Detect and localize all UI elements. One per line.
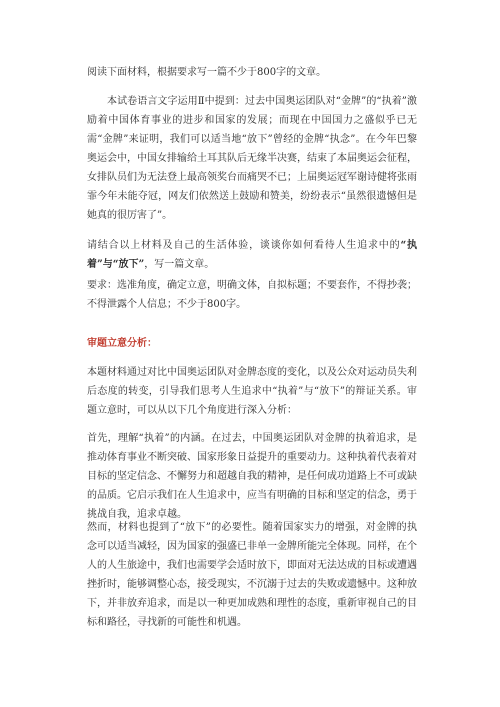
task-keywords: “执着”与“放下” <box>87 240 417 270</box>
task-paragraph <box>87 236 417 274</box>
requirements-paragraph: 要求：选准角度，确定立意，明确文体，自拟标题；不要套作，不得抄袭；不得泄露个人信息；不少于800字。 <box>87 280 417 310</box>
analysis-paragraph-2: 首先，理解“执着”的内涵。在过去，中国奥运团队对金牌的执着追求，是推动体育事业不断突破、国家形象日益提升的重要动力。这种执着代表着对目标的坚定信念、不懈努力和超越自我的精神，是任何成功道路上不可或缺的品质。它启示我们在人生追求中，应当有明确的目标和坚定的信念，勇于挑战自我，追求卓越。 <box>87 433 417 520</box>
intro-paragraph: 阅读下面材料，根据要求写一篇不少于800字的文章。 <box>87 67 327 78</box>
material-paragraph: 本试卷语言文字运用Ⅱ中提到：过去中国奥运团队对“金牌”的“执着”激励着中国体育事业的进步和国家的发展；而现在中国国力之盛似乎已无需“金牌”来证明，我们可以适当地“放下”曾经的金牌“执念”。在今年巴黎奥运会中，中国女排输给土耳其队后无缘半决赛，结束了本届奥运会征程，女排队员们为无法登上最高领奖台而痛哭不已；上届奥运冠军谢诗健将张雨霏今年未能夺冠，网友们依然送上鼓励和赞美，纷纷表示“虽然很遗憾但是她真的很厉害了”。 <box>87 96 417 221</box>
analysis-paragraph-3: 然而，材料也提到了“放下”的必要性。随着国家实力的增强，对金牌的执念可以适当减轻，因为国家的强盛已非单一金牌所能完全体现。同样，在个人的人生旅途中，我们也需要学会适时放下，即面对无法达成的目标或遭遇挫折时，能够调整心态，接受现实，不沉溺于过去的失败或遗憾中。这种放下，并非放弃追求，而是以一种更加成熟和理性的态度，重新审视自己的目标和路径，寻找新的可能性和机遇。 <box>87 522 417 628</box>
analysis-heading: 审题立意分析： <box>87 338 157 349</box>
task-text-post: ，写一篇文章。 <box>144 259 215 270</box>
task-text-pre: 请结合以上材料及自己的生活体验，谈谈你如何看待人生追求中的 <box>87 240 401 251</box>
analysis-paragraph-1: 本题材料通过对比中国奥运团队对金牌态度的变化，以及公众对运动员失利后态度的转变，引导我们思考人生追求中“执着”与“放下”的辩证关系。审题立意时，可以从以下几个角度进行深入分析： <box>87 367 417 416</box>
